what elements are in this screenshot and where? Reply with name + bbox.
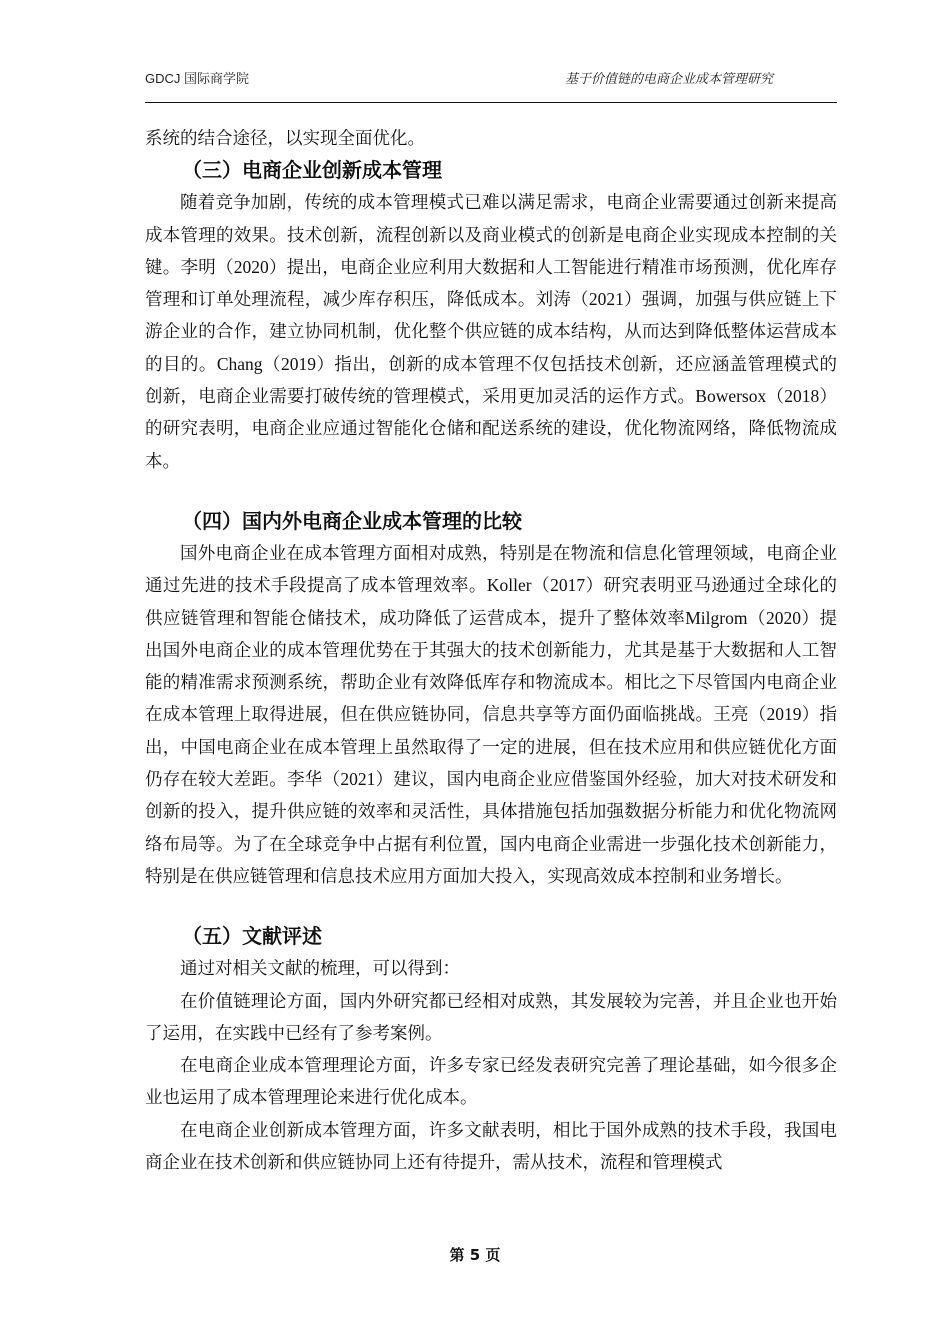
header-divider bbox=[145, 102, 837, 103]
section-gap bbox=[145, 892, 837, 920]
page-number: 第 5 页 bbox=[449, 1246, 501, 1264]
header-institution: GDCJ 国际商学院 bbox=[145, 71, 250, 86]
section-5-paragraph-2: 在价值链理论方面，国内外研究都已经相对成熟，其发展较为完善，并且企业也开始了运用，在实践中已经有了参考案例。 bbox=[145, 990, 837, 1043]
page-body bbox=[145, 122, 837, 1178]
page-header bbox=[145, 64, 837, 88]
header-thesis-title: 基于价值链的电商企业成本管理研究 bbox=[564, 71, 773, 86]
section-heading-4: （四）国内外电商企业成本管理的比较 bbox=[182, 508, 522, 533]
section-gap bbox=[145, 477, 837, 505]
section-heading-5: （五）文献评述 bbox=[182, 924, 322, 949]
section-5-paragraph-3: 在电商企业成本管理理论方面，许多专家已经发表研究完善了理论基础，如今很多企业也运用了成本管理理论来进行优化成本。 bbox=[145, 1055, 837, 1108]
section-heading-3: （三）电商企业创新成本管理 bbox=[182, 158, 442, 183]
section-4-paragraph: 国外电商企业在成本管理方面相对成熟，特别是在物流和信息化管理领域，电商企业通过先进的技术手段提高了成本管理效率。Koller（2017）研究表明亚马逊通过全球化的供应链管理和智能仓储技术，成功降低了运营成本，提升了整体效率Milgrom（2020）提出国外电商企业的成本管理优势在于其强大的技术创新能力，尤其是基于大数据和人工智能的精准需求预测系统，帮助企业有效降低库存和物流成本。相比之下尽管国内电商企业在成本管理上取得进展，但在供应链协同，信息共享等方面仍面临挑战。王亮（2019）指出，中国电商企业在成本管理上虽然取得了一定的进展，但在技术应用和供应链优化方面仍存在较大差距。李华（2021）建议，国内电商企业应借鉴国外经验，加大对技术研发和创新的投入，提升供应链的效率和灵活性，具体措施包括加强数据分析能力和优化物流网络布局等。为了在全球竞争中占据有利位置，国内电商企业需进一步强化技术创新能力，特别是在供应链管理和信息技术应用方面加大投入，实现高效成本控制和业务增长。 bbox=[145, 542, 837, 886]
section-5-paragraph-4: 在电商企业创新成本管理方面，许多文献表明，相比于国外成熟的技术手段，我国电商企业在技术创新和供应链协同上还有待提升，需从技术，流程和管理模式 bbox=[145, 1119, 837, 1173]
section-5-paragraph-1: 通过对相关文献的梳理，可以得到： bbox=[180, 958, 460, 979]
continued-paragraph: 系统的结合途径，以实现全面优化。 bbox=[145, 128, 425, 148]
section-3-paragraph: 随着竞争加剧，传统的成本管理模式已难以满足需求，电商企业需要通过创新来提高成本管理的效果。技术创新，流程创新以及商业模式的创新是电商企业实现成本控制的关键。李明（2020）提出，电商企业应利用大数据和人工智能进行精准市场预测，优化库存管理和订单处理流程，减少库存积压，降低成本。刘涛（2021）强调，加强与供应链上下游企业的合作，建立协同机制，优化整个供应链的成本结构，从而达到降低整体运营成本的目的。Chang（2019）指出，创新的成本管理不仅包括技术创新，还应涵盖管理模式的创新，电商企业需要打破传统的管理模式，采用更加灵活的运作方式。Bowersox（2018）的研究表明，电商企业应通过智能化仓储和配送系统的建设，优化物流网络，降低物流成本。 bbox=[145, 192, 837, 471]
